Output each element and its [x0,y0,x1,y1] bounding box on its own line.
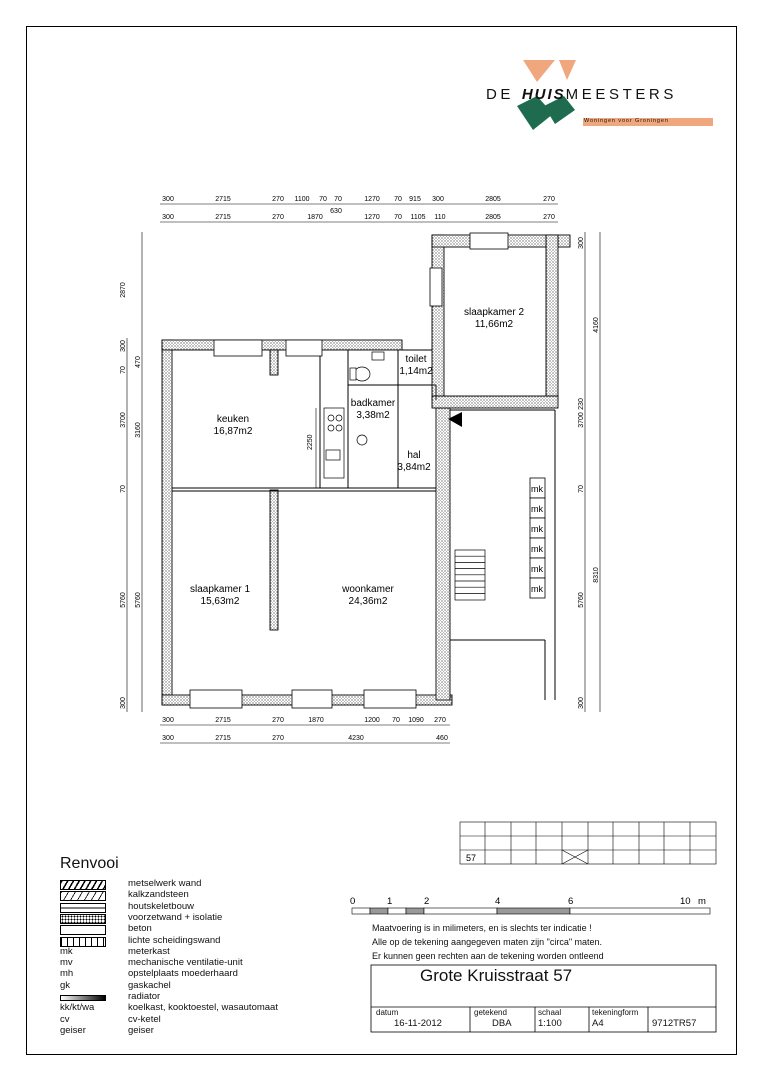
wall-hal-right [436,400,450,700]
dim-label: 270 [434,717,446,724]
room-name: hal [407,450,421,461]
radiator-icon [60,995,106,1001]
room-name: toilet [405,354,427,365]
dim-label: 1870 [307,214,323,221]
dim-label: 3700 [120,412,127,428]
dim-label: 2805 [485,214,501,221]
dim-label: 70 [394,214,402,221]
wall-kitchen-stub [270,350,278,375]
dim-label: 2715 [215,196,231,203]
dim-label: 270 [272,214,284,221]
meterkast-label: mk [531,524,543,534]
legend-label: meterkast [128,945,170,957]
dim-label: 1105 [410,214,426,221]
note-3: Er kunnen geen rechten aan de tekening worden ontleend [372,951,604,961]
meterkast-label: mk [531,564,543,574]
scale-unit: m [698,896,706,907]
legend-label: opstelplaats moederhaard [128,968,238,980]
wall-divider-vertical [270,490,278,630]
room-area: 16,87m2 [213,426,253,437]
legend-item [60,913,320,924]
legend-label: lichte scheidingswand [128,934,221,946]
dim-label: 300 [162,196,174,203]
tekeningform-value: A4 [592,1018,604,1029]
dim-label: 300 [578,697,585,709]
legend-abbr: geiser [60,1024,86,1036]
dotted-wall-icon [60,914,106,924]
brand-name: DE HUISMEESTERS [486,86,677,103]
dim-label: 470 [135,356,142,368]
room-area: 15,63m2 [200,596,240,607]
legend-abbr: mh [60,968,74,980]
legend-label: geiser [128,1024,154,1036]
dim-label: 3160 [135,422,142,438]
revision-number: 57 [466,853,477,863]
legend-label: gaskachel [128,979,171,991]
windows [190,233,508,708]
dim-label: 70 [334,196,342,203]
meterkast-label: mk [531,504,543,514]
legend-abbr: cv [60,1013,70,1025]
scale-tick-1: 1 [387,896,393,907]
toilet-bowl [354,367,370,381]
revision-table [458,820,720,866]
wall-left [162,340,172,705]
dim-label: 270 [543,196,555,203]
dim-label: 70 [394,196,402,203]
window-slaapkamer-2 [470,233,508,249]
dim-label: 1870 [308,717,324,724]
schaal-value: 1:100 [538,1018,562,1029]
dim-label: 8310 [593,567,600,583]
legend-label: mechanische ventilatie-unit [128,957,243,969]
legend-label: metselwerk wand [128,878,202,889]
window-slaapkamer-1 [190,690,242,708]
legend-label: beton [128,923,152,935]
getekend-label: getekend [474,1008,507,1017]
legend-item [60,969,320,980]
dim-label: 270 [543,214,555,221]
meterkast-column [530,478,545,598]
timber-frame-icon [60,903,106,913]
room-name: keuken [216,414,250,425]
dim-label: 230 [578,398,585,410]
legend-item [60,981,320,992]
legend-abbr: mk [60,945,73,957]
brand-tagline: Woningen voor Groningen [584,118,669,124]
dim-label: 110 [434,214,446,221]
dim-label: 1200 [364,717,380,724]
legend-label: houtskeletbouw [128,900,195,912]
wall-sk2-bottom [432,396,558,408]
sink-toilet [372,352,384,360]
dim-label: 3700 [578,412,585,428]
dim-label: 300 [162,735,174,742]
dim-label: 300 [578,237,585,249]
scale-tick-4: 4 [495,896,501,907]
window-keuken [214,340,262,356]
title-block-title: Grote Kruisstraat 57 [420,966,573,985]
window-woonkamer-1 [292,690,332,708]
window-woonkamer-2 [364,690,416,708]
dim-label: 1270 [364,214,380,221]
room-area: 24,36m2 [348,596,388,607]
datum-label: datum [376,1008,399,1017]
room-area: 3,38m2 [356,410,390,421]
scale-tick-10: 10 [680,896,691,907]
room-area: 1,14m2 [399,366,433,377]
legend-label: voorzetwand + isolatie [128,911,223,923]
dim-label: 300 [120,697,127,709]
scale-bar [340,890,720,922]
legend-abbr: mv [60,957,73,969]
legend-abbr: gk [60,979,71,991]
dim-label: 2870 [120,282,127,298]
dim-label: 915 [409,196,421,203]
dim-label: 1090 [408,717,424,724]
dim-label: 70 [578,485,585,493]
wall-top-main [162,340,402,350]
scale-tick-0: 0 [350,896,356,907]
legend-label: kalkzandsteen [128,889,189,901]
meterkast-label: mk [531,544,543,554]
room-area: 3,84m2 [397,462,431,473]
hatch-solid-icon [60,880,106,890]
wall-sk2-left [432,235,444,400]
staircase [455,550,485,600]
dim-label: 300 [432,196,444,203]
getekend-value: DBA [492,1018,512,1029]
dim-label: 5760 [120,592,127,608]
legend-abbr: kk/kt/wa [60,1002,95,1014]
legend-label: radiator [128,991,161,1002]
legend-item [60,1026,320,1037]
dim-label: 300 [120,340,127,352]
legend-label: cv-ketel [128,1013,161,1025]
legend-item [60,936,320,947]
scale-tick-2: 2 [424,896,430,907]
meterkast-label: mk [531,584,543,594]
shower-drain [357,435,367,445]
scale-tick-6: 6 [568,896,574,907]
tekeningform-label: tekeningform [592,1008,639,1017]
dim-label: 270 [272,196,284,203]
dim-label: 2715 [215,735,231,742]
dim-inner-2250: 2250 [307,434,314,450]
dim-label: 70 [319,196,327,203]
dim-label: 1270 [364,196,380,203]
dim-label: 2715 [215,214,231,221]
window-side [430,268,442,306]
dim-label: 2715 [215,717,231,724]
dim-label: 70 [120,366,127,374]
dim-label: 270 [272,717,284,724]
legend-item [60,879,320,890]
room-name: woonkamer [342,584,394,595]
dim-label: 300 [162,717,174,724]
dim-label: 460 [436,735,448,742]
dim-label: 1100 [294,196,310,203]
room-area: 11,66m2 [474,319,514,330]
dim-label: 70 [392,717,400,724]
legend-title: Renvooi [60,855,119,872]
dim-label: 4230 [348,735,364,742]
hatch-light-icon [60,891,106,901]
note-1: Maatvoering is in milimeters, en is slechts ter indicatie ! [372,923,592,933]
dim-label: 300 [162,214,174,221]
dim-label: 5760 [135,592,142,608]
legend-label: koelkast, kooktoestel, wasautomaat [128,1002,278,1014]
wall-sk2-right [546,235,558,400]
room-name: slaapkamer 1 [189,584,251,595]
meterkast-label: mk [531,484,543,494]
toilet-tank [350,368,356,380]
dim-label: 70 [120,485,127,493]
room-name: badkamer [350,398,396,409]
schaal-label: schaal [538,1008,562,1017]
dim-label: 630 [330,208,342,215]
legend-item [60,1003,320,1014]
dimension-lines [127,204,600,743]
concrete-icon [60,925,106,935]
note-2: Alle op de tekening aangegeven maten zijn "circa" maten. [372,937,603,947]
datum-value: 16-11-2012 [394,1018,442,1029]
drawing-number: 9712TR57 [652,1018,697,1029]
room-name: slaapkamer 2 [463,307,525,318]
exterior-walls [162,235,570,705]
window-badkamer [286,340,322,356]
legend-item [60,1015,320,1026]
dim-label: 2805 [485,196,501,203]
dim-label: 270 [272,735,284,742]
dim-label: 4160 [593,317,600,333]
dim-label: 5760 [578,592,585,608]
